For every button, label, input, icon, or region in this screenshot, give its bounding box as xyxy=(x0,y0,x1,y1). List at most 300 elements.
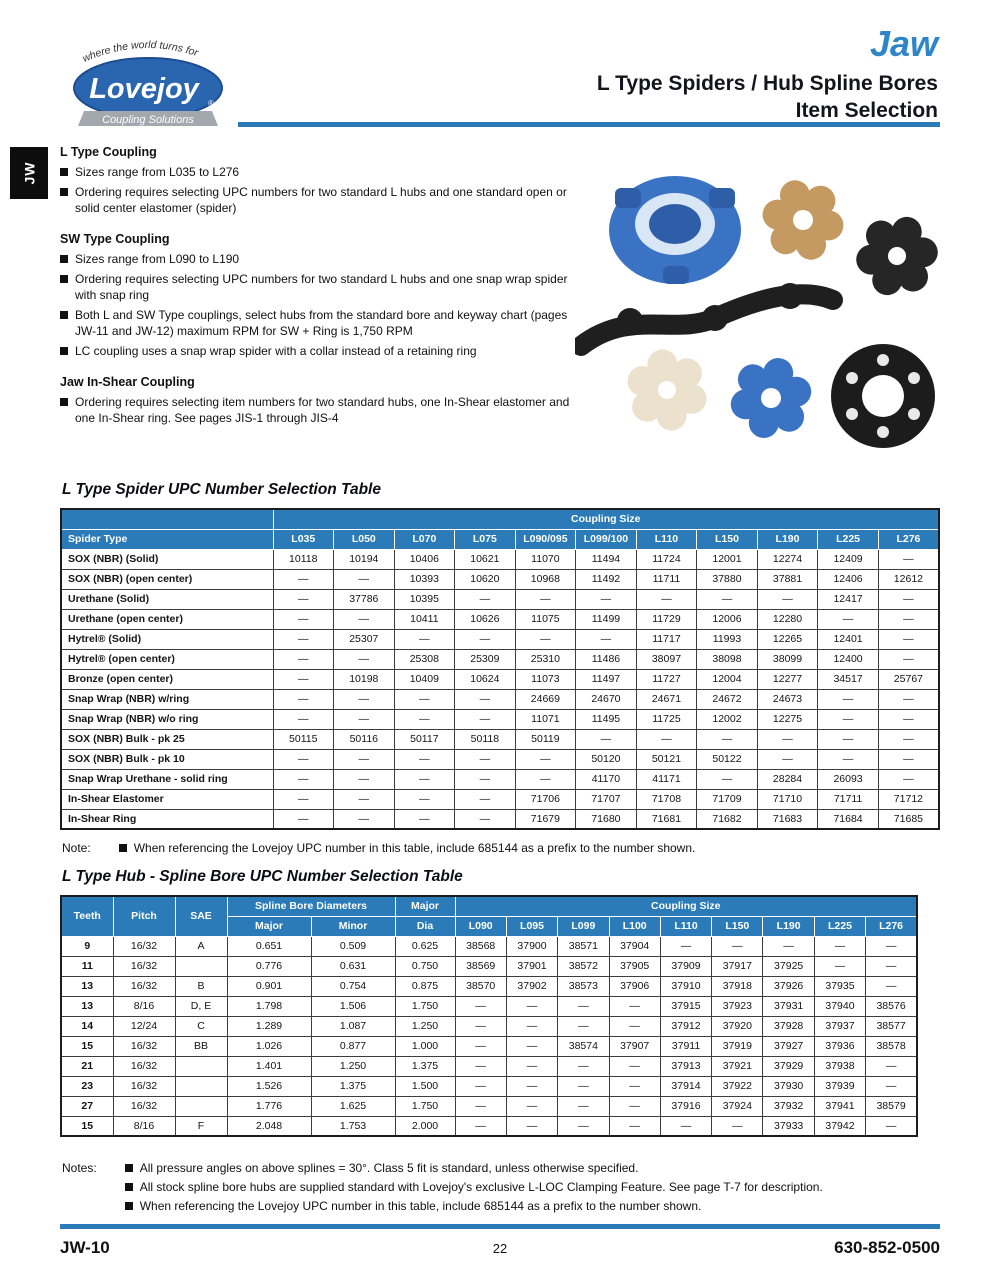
spider-upc-cell: 24671 xyxy=(636,689,697,709)
spider-upc-cell: 50119 xyxy=(515,729,576,749)
spider-upc-cell: — xyxy=(818,749,879,769)
spider-upc-cell: — xyxy=(334,649,395,669)
hub-pitch-cell: 16/32 xyxy=(113,956,175,976)
spider-upc-cell: 26093 xyxy=(818,769,879,789)
hub-pitch-header: Pitch xyxy=(113,896,175,936)
hub-size-col-header: L150 xyxy=(712,916,763,936)
page-subtitle-2: Item Selection xyxy=(795,99,938,123)
note-text: All stock spline bore hubs are supplied standard with Lovejoy's exclusive L-LOC Clamping Feature. See page T-7 for description. xyxy=(139,1179,823,1194)
hub-upc-cell: 37935 xyxy=(814,976,865,996)
intro-sections xyxy=(60,145,574,443)
hub-upc-cell: 37932 xyxy=(763,1096,814,1116)
spider-upc-cell: 10620 xyxy=(455,569,516,589)
spider-upc-cell: — xyxy=(455,589,516,609)
hub-upc-cell: 37902 xyxy=(506,976,557,996)
spider-type-cell: Snap Wrap (NBR) w/ring xyxy=(61,689,273,709)
hub-table-row xyxy=(61,1016,917,1036)
spider-upc-cell: 71706 xyxy=(515,789,576,809)
spider-type-cell: SOX (NBR) (Solid) xyxy=(61,549,273,569)
hub-upc-cell: — xyxy=(558,1096,609,1116)
spider-upc-cell: 12409 xyxy=(818,549,879,569)
spider-upc-cell: 37786 xyxy=(334,589,395,609)
hub-upc-cell: — xyxy=(866,1076,917,1096)
hub-upc-cell: 37914 xyxy=(660,1076,711,1096)
spider-upc-cell: 71681 xyxy=(636,809,697,829)
section-heading: L Type Coupling xyxy=(60,145,157,159)
spider-upc-cell: — xyxy=(878,589,939,609)
lovejoy-logo-graphic xyxy=(60,24,236,128)
spider-size-col-header: L099/100 xyxy=(576,529,637,549)
hub-teeth-cell: 11 xyxy=(61,956,113,976)
spider-type-cell: Urethane (open center) xyxy=(61,609,273,629)
hub-table-row xyxy=(61,1076,917,1096)
spider-upc-cell: — xyxy=(334,789,395,809)
spider-upc-cell: 11071 xyxy=(515,709,576,729)
side-tab-label: JW xyxy=(21,161,37,185)
spider-upc-cell: 12002 xyxy=(697,709,758,729)
hub-upc-cell: — xyxy=(506,1036,557,1056)
hub-upc-cell: — xyxy=(712,1116,763,1136)
section-0 xyxy=(60,145,574,216)
snap-wrap-strip xyxy=(581,283,833,346)
bullet-square-icon xyxy=(125,1164,133,1172)
hub-major-cell: 1.026 xyxy=(227,1036,311,1056)
spider-upc-cell: 12275 xyxy=(757,709,818,729)
hub-upc-cell: — xyxy=(455,996,506,1016)
hub-upc-cell: — xyxy=(660,936,711,956)
note-text: When referencing the Lovejoy UPC number in this table, include 685144 as a prefix to the number shown. xyxy=(139,1198,702,1213)
hub-sae-cell xyxy=(175,1076,227,1096)
hub-minor-cell: 0.754 xyxy=(311,976,395,996)
spider-upc-cell: — xyxy=(273,769,334,789)
hub-major-cell: 0.901 xyxy=(227,976,311,996)
spider-upc-cell: 50115 xyxy=(273,729,334,749)
spider-table-row xyxy=(61,689,939,709)
hub-upc-cell: 38569 xyxy=(455,956,506,976)
logo-tagline: where the world turns for xyxy=(80,38,200,65)
hub-teeth-cell: 15 xyxy=(61,1036,113,1056)
spider-upc-cell: 11711 xyxy=(636,569,697,589)
spider-upc-cell: — xyxy=(394,769,455,789)
hub-upc-cell: 38568 xyxy=(455,936,506,956)
hub-upc-cell: 37917 xyxy=(712,956,763,976)
bullet-text: Ordering requires selecting UPC numbers for two standard L hubs and one snap wrap spider with snap ring xyxy=(75,272,568,303)
spider-type-cell: Snap Wrap (NBR) w/o ring xyxy=(61,709,273,729)
hub-upc-cell: — xyxy=(506,1076,557,1096)
spider-upc-cell: 71708 xyxy=(636,789,697,809)
spider-table-row xyxy=(61,549,939,569)
tan-spider xyxy=(755,175,851,265)
hub-sae-cell: BB xyxy=(175,1036,227,1056)
hub-minor-cell: 1.625 xyxy=(311,1096,395,1116)
spider-upc-cell: — xyxy=(394,809,455,829)
hub-dia-cell: 1.750 xyxy=(395,1096,455,1116)
spider-upc-cell: 12400 xyxy=(818,649,879,669)
spider-upc-cell: — xyxy=(273,649,334,669)
hub-upc-cell: — xyxy=(455,1096,506,1116)
note-label: Note: xyxy=(62,841,91,855)
hub-upc-cell: — xyxy=(609,1096,660,1116)
hub-pitch-cell: 16/32 xyxy=(113,1076,175,1096)
hub-upc-cell: — xyxy=(763,936,814,956)
hub-teeth-cell: 23 xyxy=(61,1076,113,1096)
spider-table-row xyxy=(61,609,939,629)
spider-upc-cell: 12280 xyxy=(757,609,818,629)
hub-upc-cell: 38571 xyxy=(558,936,609,956)
black-spider xyxy=(851,213,943,299)
hub-pitch-cell: 8/16 xyxy=(113,996,175,1016)
bullet-text: Both L and SW Type couplings, select hubs from the standard bore and keyway chart (pages JW-11 and JW-12) maximum RPM for SW + Ring is 1,750 RPM xyxy=(75,307,568,338)
hub-major-cell: 1.776 xyxy=(227,1096,311,1116)
hub-major-cell: 1.526 xyxy=(227,1076,311,1096)
hub-major-dia-header-bottom: Dia xyxy=(395,916,455,936)
spider-upc-cell: — xyxy=(273,569,334,589)
spider-upc-cell: 11070 xyxy=(515,549,576,569)
bullet-text: LC coupling uses a snap wrap spider with a collar instead of a retaining ring xyxy=(75,343,477,358)
spider-type-cell: Hytrel® (open center) xyxy=(61,649,273,669)
spider-upc-cell: 10395 xyxy=(394,589,455,609)
spider-upc-cell: — xyxy=(394,789,455,809)
spider-corner-cell xyxy=(61,509,273,529)
hub-upc-cell: 37927 xyxy=(763,1036,814,1056)
hub-table-title: L Type Hub - Spline Bore UPC Number Selection Table xyxy=(62,868,463,885)
hub-upc-cell: 37924 xyxy=(712,1096,763,1116)
spider-upc-cell: — xyxy=(334,769,395,789)
spider-upc-cell: — xyxy=(576,729,637,749)
bullet-square-icon xyxy=(125,1183,133,1191)
spider-upc-cell: — xyxy=(515,769,576,789)
spider-upc-cell: — xyxy=(273,669,334,689)
hub-teeth-header: Teeth xyxy=(61,896,113,936)
header-rule xyxy=(238,122,940,127)
spider-upc-cell: 11073 xyxy=(515,669,576,689)
spider-upc-cell: — xyxy=(334,749,395,769)
spider-upc-cell: — xyxy=(394,709,455,729)
spider-upc-cell: 12006 xyxy=(697,609,758,629)
hub-coupling-size-group-header: Coupling Size xyxy=(455,896,917,916)
spider-upc-cell: 11495 xyxy=(576,709,637,729)
spider-upc-cell: 41171 xyxy=(636,769,697,789)
hub-dia-cell: 1.000 xyxy=(395,1036,455,1056)
section-2 xyxy=(60,375,574,427)
coupling-size-group-header: Coupling Size xyxy=(273,509,939,529)
spider-upc-cell: 24670 xyxy=(576,689,637,709)
hub-upc-cell: 38570 xyxy=(455,976,506,996)
hub-upc-cell: 37942 xyxy=(814,1116,865,1136)
footer-page-code: JW-10 xyxy=(60,1238,110,1257)
hub-upc-cell: — xyxy=(609,1016,660,1036)
spider-upc-cell: — xyxy=(818,609,879,629)
hub-upc-cell: 37904 xyxy=(609,936,660,956)
hub-upc-cell: — xyxy=(814,956,865,976)
hub-upc-cell: 38577 xyxy=(866,1016,917,1036)
hub-teeth-cell: 15 xyxy=(61,1116,113,1136)
bullet-square-icon xyxy=(60,188,68,196)
spider-upc-cell: — xyxy=(455,769,516,789)
hub-size-col-header: L100 xyxy=(609,916,660,936)
bullet-square-icon xyxy=(60,347,68,355)
spider-type-cell: SOX (NBR) Bulk - pk 25 xyxy=(61,729,273,749)
spider-upc-cell: — xyxy=(273,629,334,649)
hub-size-col-header: L225 xyxy=(814,916,865,936)
spider-upc-cell: 71707 xyxy=(576,789,637,809)
spider-upc-cell: 11486 xyxy=(576,649,637,669)
spider-upc-cell: — xyxy=(576,629,637,649)
hub-upc-cell: — xyxy=(506,1116,557,1136)
side-tab-jw xyxy=(10,147,48,199)
hub-group-header-row xyxy=(61,896,917,916)
spider-table-row xyxy=(61,589,939,609)
spider-upc-cell: 50117 xyxy=(394,729,455,749)
hub-major-header: Major xyxy=(227,916,311,936)
spider-size-col-header: L075 xyxy=(455,529,516,549)
hub-upc-cell: 37925 xyxy=(763,956,814,976)
logo-brand-name: Lovejoy xyxy=(89,73,199,105)
spider-table-row xyxy=(61,629,939,649)
hub-upc-cell: 38574 xyxy=(558,1036,609,1056)
hub-upc-cell: 37929 xyxy=(763,1056,814,1076)
hub-dia-cell: 1.250 xyxy=(395,1016,455,1036)
hub-pitch-cell: 16/32 xyxy=(113,1056,175,1076)
cream-spider xyxy=(616,341,719,440)
product-photo xyxy=(575,158,950,466)
hub-upc-cell: 37906 xyxy=(609,976,660,996)
blue-hub xyxy=(609,176,741,284)
hub-upc-cell: 37937 xyxy=(814,1016,865,1036)
hub-teeth-cell: 21 xyxy=(61,1056,113,1076)
spider-upc-cell: 71712 xyxy=(878,789,939,809)
hub-upc-cell: 37916 xyxy=(660,1096,711,1116)
spider-upc-cell: — xyxy=(636,589,697,609)
hub-upc-cell: 38576 xyxy=(866,996,917,1016)
spider-upc-cell: 25767 xyxy=(878,669,939,689)
hub-upc-cell: 37933 xyxy=(763,1116,814,1136)
spider-upc-cell: 37880 xyxy=(697,569,758,589)
bullet-item xyxy=(60,185,574,217)
spider-upc-cell: — xyxy=(515,629,576,649)
spider-size-col-header: L090/095 xyxy=(515,529,576,549)
bullet-text: Ordering requires selecting item numbers for two standard hubs, one In-Shear elastomer and one In-Shear ring. See pages JIS-1 through JIS-4 xyxy=(75,395,570,426)
hub-major-cell: 1.401 xyxy=(227,1056,311,1076)
bullet-square-icon xyxy=(60,255,68,263)
spider-upc-cell: 10968 xyxy=(515,569,576,589)
hub-upc-cell: 37905 xyxy=(609,956,660,976)
spider-table-note xyxy=(62,841,695,860)
spider-upc-cell: — xyxy=(818,729,879,749)
spider-size-col-header: L150 xyxy=(697,529,758,549)
spider-upc-cell: — xyxy=(697,589,758,609)
spider-upc-cell: — xyxy=(334,709,395,729)
hub-upc-cell: 38579 xyxy=(866,1096,917,1116)
hub-upc-cell: — xyxy=(609,1056,660,1076)
spider-upc-cell: 41170 xyxy=(576,769,637,789)
section-1 xyxy=(60,232,574,359)
hub-table-row xyxy=(61,976,917,996)
spider-upc-cell: 71711 xyxy=(818,789,879,809)
spider-upc-cell: — xyxy=(878,729,939,749)
hub-teeth-cell: 14 xyxy=(61,1016,113,1036)
spider-upc-cell: 11497 xyxy=(576,669,637,689)
spider-upc-cell: — xyxy=(455,689,516,709)
hub-sae-cell: B xyxy=(175,976,227,996)
spider-upc-cell: 71679 xyxy=(515,809,576,829)
hub-size-col-header: L095 xyxy=(506,916,557,936)
hub-upc-cell: 37920 xyxy=(712,1016,763,1036)
spider-upc-cell: 71709 xyxy=(697,789,758,809)
spider-upc-cell: 12612 xyxy=(878,569,939,589)
spider-table-title: L Type Spider UPC Number Selection Table xyxy=(62,481,381,498)
spider-upc-cell: — xyxy=(757,749,818,769)
hub-teeth-cell: 13 xyxy=(61,976,113,996)
hub-upc-cell: — xyxy=(866,936,917,956)
spider-upc-cell: 12004 xyxy=(697,669,758,689)
hub-minor-cell: 1.087 xyxy=(311,1016,395,1036)
hub-dia-cell: 0.625 xyxy=(395,936,455,956)
spider-table-row xyxy=(61,709,939,729)
spider-type-header: Spider Type xyxy=(61,529,273,549)
hub-upc-cell: 38572 xyxy=(558,956,609,976)
spider-upc-cell: 50120 xyxy=(576,749,637,769)
spider-size-col-header: L190 xyxy=(757,529,818,549)
note-item xyxy=(125,1161,823,1177)
spider-upc-cell: 11724 xyxy=(636,549,697,569)
hub-dia-cell: 1.375 xyxy=(395,1056,455,1076)
spider-type-cell: Snap Wrap Urethane - solid ring xyxy=(61,769,273,789)
hub-upc-cell: 37915 xyxy=(660,996,711,1016)
spider-upc-cell: — xyxy=(515,589,576,609)
spider-upc-cell: — xyxy=(273,789,334,809)
hub-upc-cell: — xyxy=(455,1036,506,1056)
hub-upc-cell: — xyxy=(506,1056,557,1076)
hub-major-cell: 1.289 xyxy=(227,1016,311,1036)
note-item xyxy=(119,841,696,857)
bullet-item xyxy=(60,272,574,304)
spider-upc-cell: — xyxy=(878,689,939,709)
spider-size-col-header: L276 xyxy=(878,529,939,549)
spider-type-cell: In-Shear Elastomer xyxy=(61,789,273,809)
spider-size-col-header: L050 xyxy=(334,529,395,549)
hub-upc-cell: 37921 xyxy=(712,1056,763,1076)
hub-pitch-cell: 12/24 xyxy=(113,1016,175,1036)
spider-upc-cell: — xyxy=(455,709,516,729)
note-text: All pressure angles on above splines = 30°. Class 5 fit is standard, unless otherwise specified. xyxy=(139,1161,639,1175)
hub-upc-cell: — xyxy=(455,1056,506,1076)
spider-table-row xyxy=(61,729,939,749)
spider-upc-cell: 25308 xyxy=(394,649,455,669)
hub-size-col-header: L110 xyxy=(660,916,711,936)
spider-upc-cell: — xyxy=(878,609,939,629)
hub-upc-cell: — xyxy=(866,1056,917,1076)
hub-dia-cell: 2.000 xyxy=(395,1116,455,1136)
bullet-square-icon xyxy=(60,168,68,176)
hub-table-row xyxy=(61,936,917,956)
hub-upc-cell: 37926 xyxy=(763,976,814,996)
hub-upc-cell: 37913 xyxy=(660,1056,711,1076)
bullet-square-icon xyxy=(60,311,68,319)
spider-upc-cell: — xyxy=(455,809,516,829)
hub-pitch-cell: 16/32 xyxy=(113,976,175,996)
hub-upc-cell: 37936 xyxy=(814,1036,865,1056)
spider-group-header-row xyxy=(61,509,939,529)
spider-upc-cell: — xyxy=(878,649,939,669)
page-title: Jaw xyxy=(869,23,938,64)
hub-minor-cell: 0.631 xyxy=(311,956,395,976)
hub-upc-cell: 37900 xyxy=(506,936,557,956)
hub-upc-cell: 37919 xyxy=(712,1036,763,1056)
spider-upc-cell: 12001 xyxy=(697,549,758,569)
hub-pitch-cell: 16/32 xyxy=(113,936,175,956)
hub-upc-cell: — xyxy=(558,1016,609,1036)
spider-upc-cell: 24673 xyxy=(757,689,818,709)
hub-upc-cell: — xyxy=(558,1116,609,1136)
spider-upc-cell: 38098 xyxy=(697,649,758,669)
hub-sae-cell: A xyxy=(175,936,227,956)
spider-upc-cell: 11729 xyxy=(636,609,697,629)
spider-upc-cell: — xyxy=(818,709,879,729)
lovejoy-logo xyxy=(60,24,236,128)
bullet-text: Sizes range from L090 to L190 xyxy=(75,252,240,267)
spider-table-row xyxy=(61,669,939,689)
spider-table-row xyxy=(61,789,939,809)
spider-upc-cell: 11494 xyxy=(576,549,637,569)
notes-label: Notes: xyxy=(62,1161,97,1175)
hub-pitch-cell: 16/32 xyxy=(113,1096,175,1116)
hub-sae-cell: D, E xyxy=(175,996,227,1016)
spider-upc-cell: — xyxy=(334,609,395,629)
spider-upc-cell: — xyxy=(818,689,879,709)
spider-upc-cell: 71685 xyxy=(878,809,939,829)
hub-dia-cell: 1.750 xyxy=(395,996,455,1016)
hub-notes-list xyxy=(125,1161,823,1217)
spider-upc-cell: 10409 xyxy=(394,669,455,689)
hub-size-col-header: L276 xyxy=(866,916,917,936)
hub-upc-cell: 37939 xyxy=(814,1076,865,1096)
spider-upc-cell: — xyxy=(455,789,516,809)
hub-upc-cell: — xyxy=(866,976,917,996)
hub-size-col-header: L090 xyxy=(455,916,506,936)
hub-upc-cell: 37940 xyxy=(814,996,865,1016)
spider-type-cell: In-Shear Ring xyxy=(61,809,273,829)
spider-upc-cell: 11725 xyxy=(636,709,697,729)
hub-upc-cell: 37928 xyxy=(763,1016,814,1036)
spider-upc-cell: 12406 xyxy=(818,569,879,589)
bullet-item xyxy=(60,395,574,427)
hub-upc-cell: 37922 xyxy=(712,1076,763,1096)
spider-upc-cell: 24669 xyxy=(515,689,576,709)
hub-table-row xyxy=(61,1036,917,1056)
logo-registered-mark: ® xyxy=(208,99,214,108)
spider-upc-cell: 11993 xyxy=(697,629,758,649)
spider-type-cell: Bronze (open center) xyxy=(61,669,273,689)
spider-upc-cell: 11075 xyxy=(515,609,576,629)
hub-table-row xyxy=(61,956,917,976)
bullet-square-icon xyxy=(60,275,68,283)
spider-upc-cell: 71684 xyxy=(818,809,879,829)
spider-upc-cell: — xyxy=(273,709,334,729)
spider-upc-cell: 11727 xyxy=(636,669,697,689)
hub-teeth-cell: 27 xyxy=(61,1096,113,1116)
hub-upc-cell: 37907 xyxy=(609,1036,660,1056)
bullet-item xyxy=(60,252,574,268)
page-subtitle-1: L Type Spiders / Hub Spline Bores xyxy=(596,72,938,95)
spider-upc-cell: 71680 xyxy=(576,809,637,829)
spider-upc-cell: — xyxy=(878,709,939,729)
hub-upc-cell: 38573 xyxy=(558,976,609,996)
hub-pitch-cell: 8/16 xyxy=(113,1116,175,1136)
hub-minor-cell: 0.509 xyxy=(311,936,395,956)
hub-minor-cell: 1.375 xyxy=(311,1076,395,1096)
spider-upc-cell: — xyxy=(273,609,334,629)
